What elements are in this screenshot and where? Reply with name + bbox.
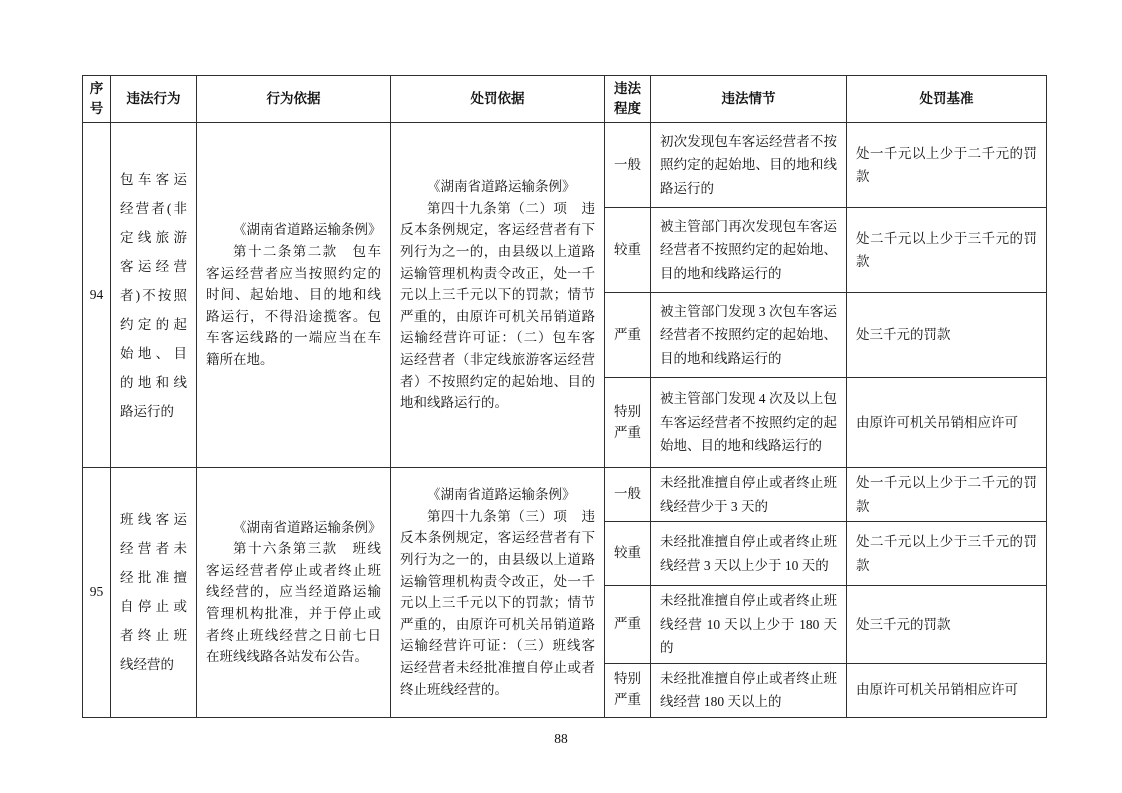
row-94-illegal-behavior: 包车客运经营者(非定线旅游客运经营者)不按照约定的起始地、目的地和线路运行的: [111, 123, 197, 468]
behavior-basis-title: 《湖南省道路运输条例》: [233, 519, 382, 535]
row-94-penalty-moderate: 处二千元以上少于三千元的罚款: [847, 208, 1047, 293]
row-95-penalty-serious: 处三千元的罚款: [847, 586, 1047, 664]
header-penalty-standard: 处罚基准: [847, 76, 1047, 123]
row-95-penalty-basis: [391, 468, 605, 718]
row-95-circumstance-extreme: 未经批准擅自停止或者终止班线经营 180 天以上的: [651, 663, 847, 717]
row-94-circumstance-serious: 被主管部门发现 3 次包车客运经营者不按照约定的起始地、目的地和线路运行的: [651, 293, 847, 378]
header-illegal-behavior: 违法行为: [111, 76, 197, 123]
row-94-circumstance-moderate: 被主管部门再次发现包车客运经营者不按照约定的起始地、目的地和线路运行的: [651, 208, 847, 293]
row-94-degree-extreme: 特别严重: [605, 378, 651, 468]
header-behavior-basis: 行为依据: [197, 76, 391, 123]
row-95-serial-number: 95: [83, 468, 111, 718]
row-95-penalty-general: 处一千元以上少于二千元的罚款: [847, 468, 1047, 522]
row-95-degree-serious: 严重: [605, 586, 651, 664]
row-94-behavior-basis: [197, 123, 391, 468]
row-94-penalty-extreme: 由原许可机关吊销相应许可: [847, 378, 1047, 468]
penalty-table: [82, 75, 1047, 718]
row-95-degree-general: 一般: [605, 468, 651, 522]
row-94-serial-number: 94: [83, 123, 111, 468]
row-95-circumstance-moderate: 未经批准擅自停止或者终止班线经营 3 天以上少于 10 天的: [651, 522, 847, 586]
header-violation-degree: 违法程度: [605, 76, 651, 123]
row-95-behavior-basis: [197, 468, 391, 718]
row-94-circumstance-extreme: 被主管部门发现 4 次及以上包车客运经营者不按照约定的起始地、目的地和线路运行的: [651, 378, 847, 468]
behavior-basis-title: 《湖南省道路运输条例》: [233, 222, 382, 238]
penalty-basis-body: 第四十九条第（二）项 违反本条例规定，客运经营者有下列行为之一的，由县级以上道路运输管理机构责令改正，处一千元以上三千元以下的罚款；情节严重的，由原许可机关吊销道路运输经营许可证：（二）包车客运经营者（非定线旅游客运经营者）不按照约定的起始地、目的地和线路运行的。: [400, 200, 595, 411]
penalty-basis-body: 第四十九条第（三）项 违反本条例规定，客运经营者有下列行为之一的，由县级以上道路运输管理机构责令改正，处一千元以上三千元以下的罚款；情节严重的，由原许可机关吊销道路运输经营许可证：（三）班线客运经营者未经批准擅自停止或者终止班线经营的。: [400, 508, 595, 697]
table-row: [83, 123, 1047, 208]
row-94-penalty-basis: [391, 123, 605, 468]
header-serial-number: 序号: [83, 76, 111, 123]
row-94-penalty-general: 处一千元以上少于二千元的罚款: [847, 123, 1047, 208]
row-95-degree-moderate: 较重: [605, 522, 651, 586]
row-95-degree-extreme: 特别严重: [605, 663, 651, 717]
row-94-degree-serious: 严重: [605, 293, 651, 378]
row-94-degree-general: 一般: [605, 123, 651, 208]
header-penalty-basis: 处罚依据: [391, 76, 605, 123]
table-header-row: [83, 76, 1047, 123]
penalty-basis-title: 《湖南省道路运输条例》: [427, 179, 576, 195]
row-95-illegal-behavior: 班线客运经营者未经批准擅自停止或者终止班线经营的: [111, 468, 197, 718]
row-94-penalty-serious: 处三千元的罚款: [847, 293, 1047, 378]
row-95-circumstance-serious: 未经批准擅自停止或者终止班线经营 10 天以上少于 180 天的: [651, 586, 847, 664]
table-row: [83, 468, 1047, 522]
row-95-penalty-extreme: 由原许可机关吊销相应许可: [847, 663, 1047, 717]
row-94-circumstance-general: 初次发现包车客运经营者不按照约定的起始地、目的地和线路运行的: [651, 123, 847, 208]
row-95-penalty-moderate: 处二千元以上少于三千元的罚款: [847, 522, 1047, 586]
header-violation-circumstance: 违法情节: [651, 76, 847, 123]
penalty-basis-title: 《湖南省道路运输条例》: [427, 487, 576, 503]
behavior-basis-body: 第十二条第二款 包车客运经营者应当按照约定的时间、起始地、目的地和线路运行，不得沿途揽客。包车客运线路的一端应当在车籍所在地。: [206, 244, 381, 367]
page-number: 88: [554, 731, 568, 746]
row-95-circumstance-general: 未经批准擅自停止或者终止班线经营少于 3 天的: [651, 468, 847, 522]
row-94-degree-moderate: 较重: [605, 208, 651, 293]
behavior-basis-body: 第十六条第三款 班线客运经营者停止或者终止班线经营的，应当经道路运输管理机构批准，并于停止或者终止班线经营之日前七日在班线线路各站发布公告。: [206, 541, 381, 665]
